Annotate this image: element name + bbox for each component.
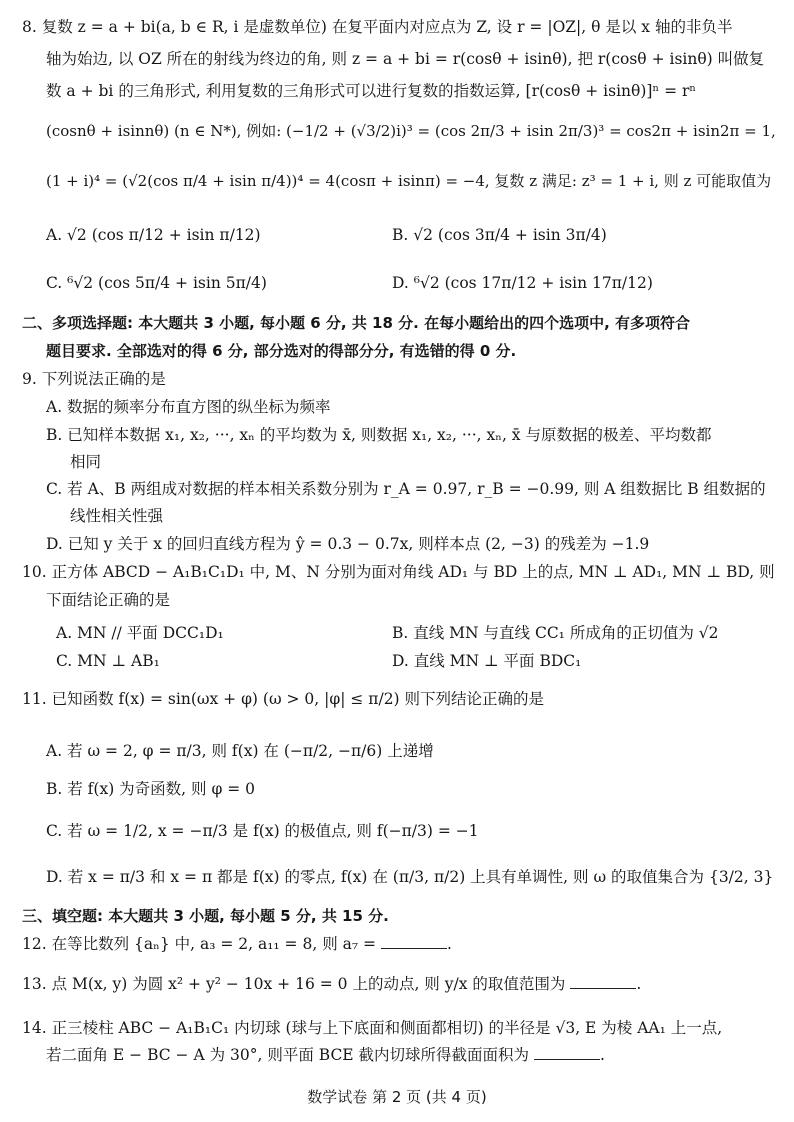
q9-option-c-line-1: C. 若 A、B 两组成对数据的样本相关系数分别为 r_A = 0.97, r_B = −0.99, 则 A 组数据比 B 组数据的 xyxy=(46,480,766,498)
q13-stem: 13. 点 M(x, y) 为圆 x² + y² − 10x + 16 = 0 上的动点, 则 y/x 的取值范围为 xyxy=(22,975,566,993)
q10-option-a: A. MN // 平面 DCC₁D₁ xyxy=(56,624,224,642)
q8-option-b: B. √2 (cos 3π/4 + isin 3π/4) xyxy=(392,226,607,244)
q11-stem: 11. 已知函数 f(x) = sin(ωx + φ) (ω > 0, |φ| ≤ π/2) 则下列结论正确的是 xyxy=(22,690,545,708)
q9-option-b-line-1: B. 已知样本数据 x₁, x₂, ···, xₙ 的平均数为 x̄, 则数据 x₁, x₂, ···, xₙ, x̄ 与原数据的极差、平均数都 xyxy=(46,426,712,444)
q12-text xyxy=(22,933,452,955)
q8-line-1: 8. 复数 z = a + bi(a, b ∈ R, i 是虚数单位) 在复平面内对应点为 Z, 设 r = |OZ|, θ 是以 x 轴的非负半 xyxy=(22,18,733,36)
q14-end: . xyxy=(599,1046,605,1064)
q14-line-2: 若二面角 E − BC − A 为 30°, 则平面 BCE 截内切球所得截面面积为 xyxy=(46,1046,530,1064)
q10-option-c: C. MN ⊥ AB₁ xyxy=(56,652,160,670)
q12-stem: 12. 在等比数列 {aₙ} 中, a₃ = 2, a₁₁ = 8, 则 a₇ = xyxy=(22,935,376,953)
q10-line-2: 下面结论正确的是 xyxy=(46,591,171,609)
q11-option-c: C. 若 ω = 1/2, x = −π/3 是 f(x) 的极值点, 则 f(−π/3) = −1 xyxy=(46,822,479,840)
q8-option-d: D. ⁶√2 (cos 17π/12 + isin 17π/12) xyxy=(392,274,653,292)
q8-line-2: 轴为始边, 以 OZ 所在的射线为终边的角, 则 z = a + bi = r(cosθ + isinθ), 把 r(cosθ + isinθ) 叫做复 xyxy=(46,50,765,68)
q14-line-1: 14. 正三棱柱 ABC − A₁B₁C₁ 内切球 (球与上下底面和侧面都相切) 的半径是 √3, E 为棱 AA₁ 上一点, xyxy=(22,1019,723,1037)
q9-option-c-line-2: 线性相关性强 xyxy=(70,507,164,525)
q8-line-5: (1 + i)⁴ = (√2(cos π/4 + isin π/4))⁴ = 4(cosπ + isinπ) = −4, 复数 z 满足: z³ = 1 + i, 则 z 可能取值为 xyxy=(46,172,772,190)
q14-answer-blank[interactable] xyxy=(534,1045,600,1060)
q8-line-3: 数 a + bi 的三角形式, 利用复数的三角形式可以进行复数的指数运算, [r(cosθ + isinθ)]ⁿ = rⁿ xyxy=(46,82,697,100)
q13-answer-blank[interactable] xyxy=(570,974,636,989)
q12-end: . xyxy=(446,935,452,953)
section-2-heading-line-2: 题目要求. 全部选对的得 6 分, 部分选对的得部分分, 有选错的得 0 分. xyxy=(46,342,517,360)
q10-option-d: D. 直线 MN ⊥ 平面 BDC₁ xyxy=(392,652,582,670)
q8-option-a: A. √2 (cos π/12 + isin π/12) xyxy=(46,226,261,244)
q11-option-b: B. 若 f(x) 为奇函数, 则 φ = 0 xyxy=(46,780,256,798)
q8-option-c: C. ⁶√2 (cos 5π/4 + isin 5π/4) xyxy=(46,274,267,292)
q10-option-b: B. 直线 MN 与直线 CC₁ 所成角的正切值为 √2 xyxy=(392,624,719,642)
q8-line-4: (cosnθ + isinnθ) (n ∈ N*), 例如: (−1/2 + (√3/2)i)³ = (cos 2π/3 + isin 2π/3)³ = cos2π + isin2π = 1, xyxy=(46,122,776,140)
q12-answer-blank[interactable] xyxy=(381,934,447,949)
section-3-heading: 三、填空题: 本大题共 3 小题, 每小题 5 分, 共 15 分. xyxy=(22,907,389,925)
section-2-heading-line-1: 二、多项选择题: 本大题共 3 小题, 每小题 6 分, 共 18 分. 在每小题给出的四个选项中, 有多项符合 xyxy=(22,314,690,332)
q9-option-d: D. 已知 y 关于 x 的回归直线方程为 ŷ = 0.3 − 0.7x, 则样本点 (2, −3) 的残差为 −1.9 xyxy=(46,535,650,553)
q14-line-2-wrap xyxy=(46,1044,605,1066)
q9-option-a: A. 数据的频率分布直方图的纵坐标为频率 xyxy=(46,398,331,416)
q13-end: . xyxy=(636,975,642,993)
q9-option-b-line-2: 相同 xyxy=(70,453,102,471)
q11-option-a: A. 若 ω = 2, φ = π/3, 则 f(x) 在 (−π/2, −π/6) 上递增 xyxy=(46,742,434,760)
q9-stem: 9. 下列说法正确的是 xyxy=(22,370,166,388)
q13-text xyxy=(22,973,641,995)
q10-line-1: 10. 正方体 ABCD − A₁B₁C₁D₁ 中, M、N 分别为面对角线 AD₁ 与 BD 上的点, MN ⊥ AD₁, MN ⊥ BD, 则 xyxy=(22,563,775,581)
page-footer: 数学试卷 第 2 页 (共 4 页) xyxy=(307,1088,487,1106)
q11-option-d: D. 若 x = π/3 和 x = π 都是 f(x) 的零点, f(x) 在 (π/3, π/2) 上具有单调性, 则 ω 的取值集合为 {3/2, 3} xyxy=(46,868,774,886)
